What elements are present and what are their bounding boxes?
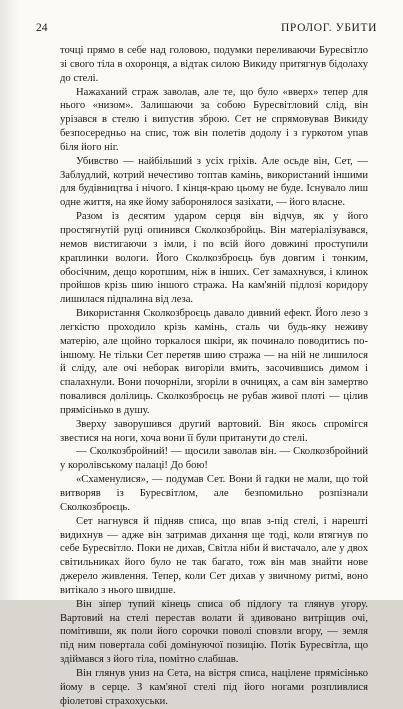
paragraph: точці прямо в себе над головою, подумки переливаючи Буресвітло зі свого тіла в охоронця, а відтак силою Викиду притягнув бідолаху до стелі. <box>60 45 368 84</box>
paragraph: Сет нагнувся й підняв списа, що впав з-під стелі, і нарешті видихнув — адже він затримав дихання ще тоді, коли втягнув по себе Буресвітло. Поки не дихав, Світла ніби й вистачало, але у двох світильниках його було не так багато, тож він мав знайти нове джерело живлення. Тепер, коли Сет дихав у звичному ритмі, воно витікало з нього швидше. <box>60 515 368 596</box>
paragraph: Він глянув униз на Сета, на вістря списа, націлене прямісінько йому в серце. З кам'яної стелі під його ногами розпливлися фіолетові страхохуськи. <box>60 667 368 707</box>
paragraph: Зверху заворушився другий вартовий. Він якось спромігся звестися на ноги, хоча вони її були пританути до стелі. <box>60 418 368 444</box>
page-number: 24 <box>36 22 48 34</box>
paragraph: — Сколкозбройний! — щосили заволав він. — Сколкозбройний у королівському палаці! До бою! <box>60 446 368 472</box>
paragraph: Використання Сколкозброєць давало дивний ефект. Його лезо з легкістю проходило крізь камінь, сталь чи будь-яку неживу матерію, але щойно торкалося шкіри, як починало поводитись по-іншому. Не тільки Сет перетяв шию стража — на ній не лишилося й сліду, але очі неборак вигоріли вмить, засочившись димом і спалахнули. Вони почорніли, згоріли в очницях, а сам він замертво повалився долілиць. Сколкозброєць не рубав живої плоті — цілив прямісінько в душу. <box>60 308 368 416</box>
paragraph: «Схаменулися», — подумав Сет. Вони й гадки не мали, що той витворяв із Буресвітлом, але безпомильно розпізнали Сколкозброєць. <box>60 474 368 513</box>
paragraph: Нажаханий страж заволав, але те, що було «вверх» тепер для нього «низом». Залишаючи за собою Буресвітловий слід, він урізався в стелю і випустив зброю. Сет не спрямовував Викиду безпосередньо на спис, тож він полетів додолу і з гуркотом упав біля його ніг. <box>60 86 368 153</box>
page-header <box>36 22 377 36</box>
paragraph: Убивство — найбільший з усіх гріхів. Але осьде він, Сет, — Заблудлий, котрий нечестиво топтав камінь, використаний іншими для будівництва і нічого. І кінця-краю цьому не буде. Існувало лиш одне життя, на яке йому заборонялося зазіхати, — його власне. <box>60 155 368 209</box>
paragraph: Разом із десятим ударом серця він відчув, як у його простягнутій руці опинився Сколкозбройць. Він матеріалізувався, немов вистигаючи з імли, і по всій його довжині проступили краплинки вологи. Його Сколкозброєць був довгим і тонким, обосічним, дещо коротшим, ніж в інших. Сет замахнувся, і клинок пройшов крізь шию іншого стража. На кам'яній підлозі коридору лишилася підпалина від леза. <box>60 211 368 306</box>
body-text <box>60 44 368 709</box>
running-head: ПРОЛОГ. УБИТИ <box>281 22 377 34</box>
paragraph: Він зіпер тупий кінець списа об підлогу та глянув угору. Вартовий на стелі перестав волати й здивовано витріщив очі, помітивши, як поли його сорочки поволі сповзли вгору, — земля під ним повертала собі домінуючої позицію. Потік Буресвітла, що здіймався з його тіла, помітно слабшав. <box>60 598 368 666</box>
